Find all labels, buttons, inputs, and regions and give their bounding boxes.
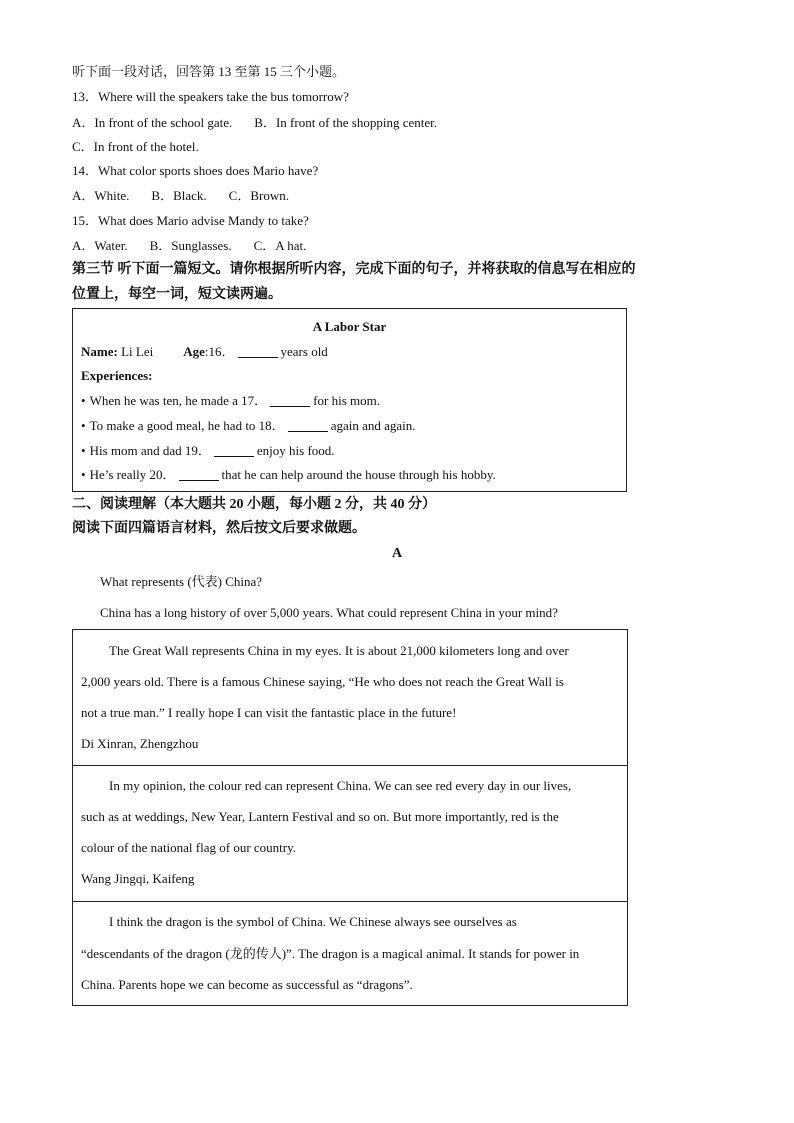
experience-item <box>81 417 416 435</box>
age-suffix: years old <box>280 344 328 359</box>
opinion-line: 2,000 years old. There is a famous Chinese saying, “He who does not reach the Great Wall is <box>81 674 564 689</box>
experiences-label: Experiences: <box>81 368 153 383</box>
opinion-line: China. Parents hope we can become as successful as “dragons”. <box>81 977 413 992</box>
opinion-line: In my opinion, the colour red can represent China. We can see red every day in our lives, <box>109 778 572 793</box>
item-text-after: again and again. <box>330 418 416 433</box>
section3-heading-line1: 第三节 听下面一篇短文。请你根据所听内容，完成下面的句子，并将获取的信息写在相应的 <box>72 262 636 277</box>
item-text-after: enjoy his food. <box>256 443 335 458</box>
opinion-cell <box>73 902 627 1005</box>
labor-star-box <box>72 308 627 492</box>
opinion-line: The Great Wall represents China in my eyes. It is about 21,000 kilometers long and over <box>109 643 569 658</box>
reading-instruction: 阅读下面四篇语言材料，然后按文后要求做题。 <box>72 521 366 536</box>
item-text-before: He’s really 20． <box>89 467 176 482</box>
passage-question: What represents (代表) China? <box>100 574 263 589</box>
opinion-line: not a true man.” I really hope I can visit the fantastic place in the future! <box>81 705 457 720</box>
q13-question: 13．Where will the speakers take the bus tomorrow? <box>72 89 349 104</box>
bullet: • <box>81 467 86 482</box>
q15-option-a: A．Water. <box>72 238 128 253</box>
passage-intro: China has a long history of over 5,000 years. What could represent China in your mind? <box>100 605 558 620</box>
q14-option-b: B．Black. <box>151 188 207 203</box>
bullet: • <box>81 443 86 458</box>
name-age-row <box>81 343 328 361</box>
answer-blank-18[interactable] <box>288 419 328 432</box>
answer-blank-20[interactable] <box>179 468 219 481</box>
q13-option-b: B．In front of the shopping center. <box>254 115 437 130</box>
q13-option-a: A．In front of the school gate. <box>72 115 233 130</box>
answer-blank-16[interactable] <box>238 345 278 358</box>
q14-question: 14．What color sports shoes does Mario have? <box>72 163 319 178</box>
q14-option-a: A．White. <box>72 188 130 203</box>
answer-blank-19[interactable] <box>214 444 254 457</box>
opinion-author: Wang Jingqi, Kaifeng <box>81 871 195 886</box>
opinions-table <box>72 629 628 1006</box>
opinion-cell <box>73 766 627 902</box>
item-text-after: for his mom. <box>313 393 380 408</box>
opinion-line: such as at weddings, New Year, Lantern Festival and so on. But more importantly, red is the <box>81 809 559 824</box>
listening-intro: 听下面一段对话，回答第 13 至第 15 三个小题。 <box>72 64 346 79</box>
section-letter: A <box>391 546 403 561</box>
reading-heading: 二、阅读理解（本大题共 20 小题，每小题 2 分，共 40 分） <box>72 497 436 512</box>
age-prefix: :16． <box>204 344 235 359</box>
answer-blank-17[interactable] <box>270 394 310 407</box>
bullet: • <box>81 418 86 433</box>
q14-options <box>72 187 289 205</box>
item-text-before: His mom and dad 19． <box>89 443 211 458</box>
opinion-line: I think the dragon is the symbol of China. We Chinese always see ourselves as <box>109 914 517 929</box>
experience-item <box>81 442 335 460</box>
labor-star-title: A Labor Star <box>312 319 387 334</box>
item-text-before: To make a good meal, he had to 18． <box>89 418 285 433</box>
section3-heading-line2: 位置上，每空一词，短文读两遍。 <box>72 287 282 302</box>
experience-item <box>81 392 380 410</box>
q15-question: 15．What does Mario advise Mandy to take? <box>72 213 309 228</box>
item-text-before: When he was ten, he made a 17． <box>89 393 268 408</box>
opinion-line: colour of the national flag of our country. <box>81 840 297 855</box>
item-text-after: that he can help around the house through his hobby. <box>221 467 496 482</box>
name-value: Li Lei <box>117 344 154 359</box>
name-label: Name: <box>81 344 118 359</box>
q14-option-c: C．Brown. <box>228 188 289 203</box>
experience-item <box>81 466 496 484</box>
opinion-line: “descendants of the dragon (龙的传人)”. The dragon is a magical animal. It stands for power in <box>81 946 580 961</box>
age-label: Age <box>183 344 205 359</box>
opinion-cell <box>73 630 627 766</box>
bullet: • <box>81 393 86 408</box>
q15-option-b: B．Sunglasses. <box>149 238 232 253</box>
q15-option-c: C．A hat. <box>253 238 307 253</box>
opinion-author: Di Xinran, Zhengzhou <box>81 736 199 751</box>
q13-options <box>72 114 437 132</box>
q15-options <box>72 237 306 255</box>
q13-option-c: C．In front of the hotel. <box>72 139 199 154</box>
